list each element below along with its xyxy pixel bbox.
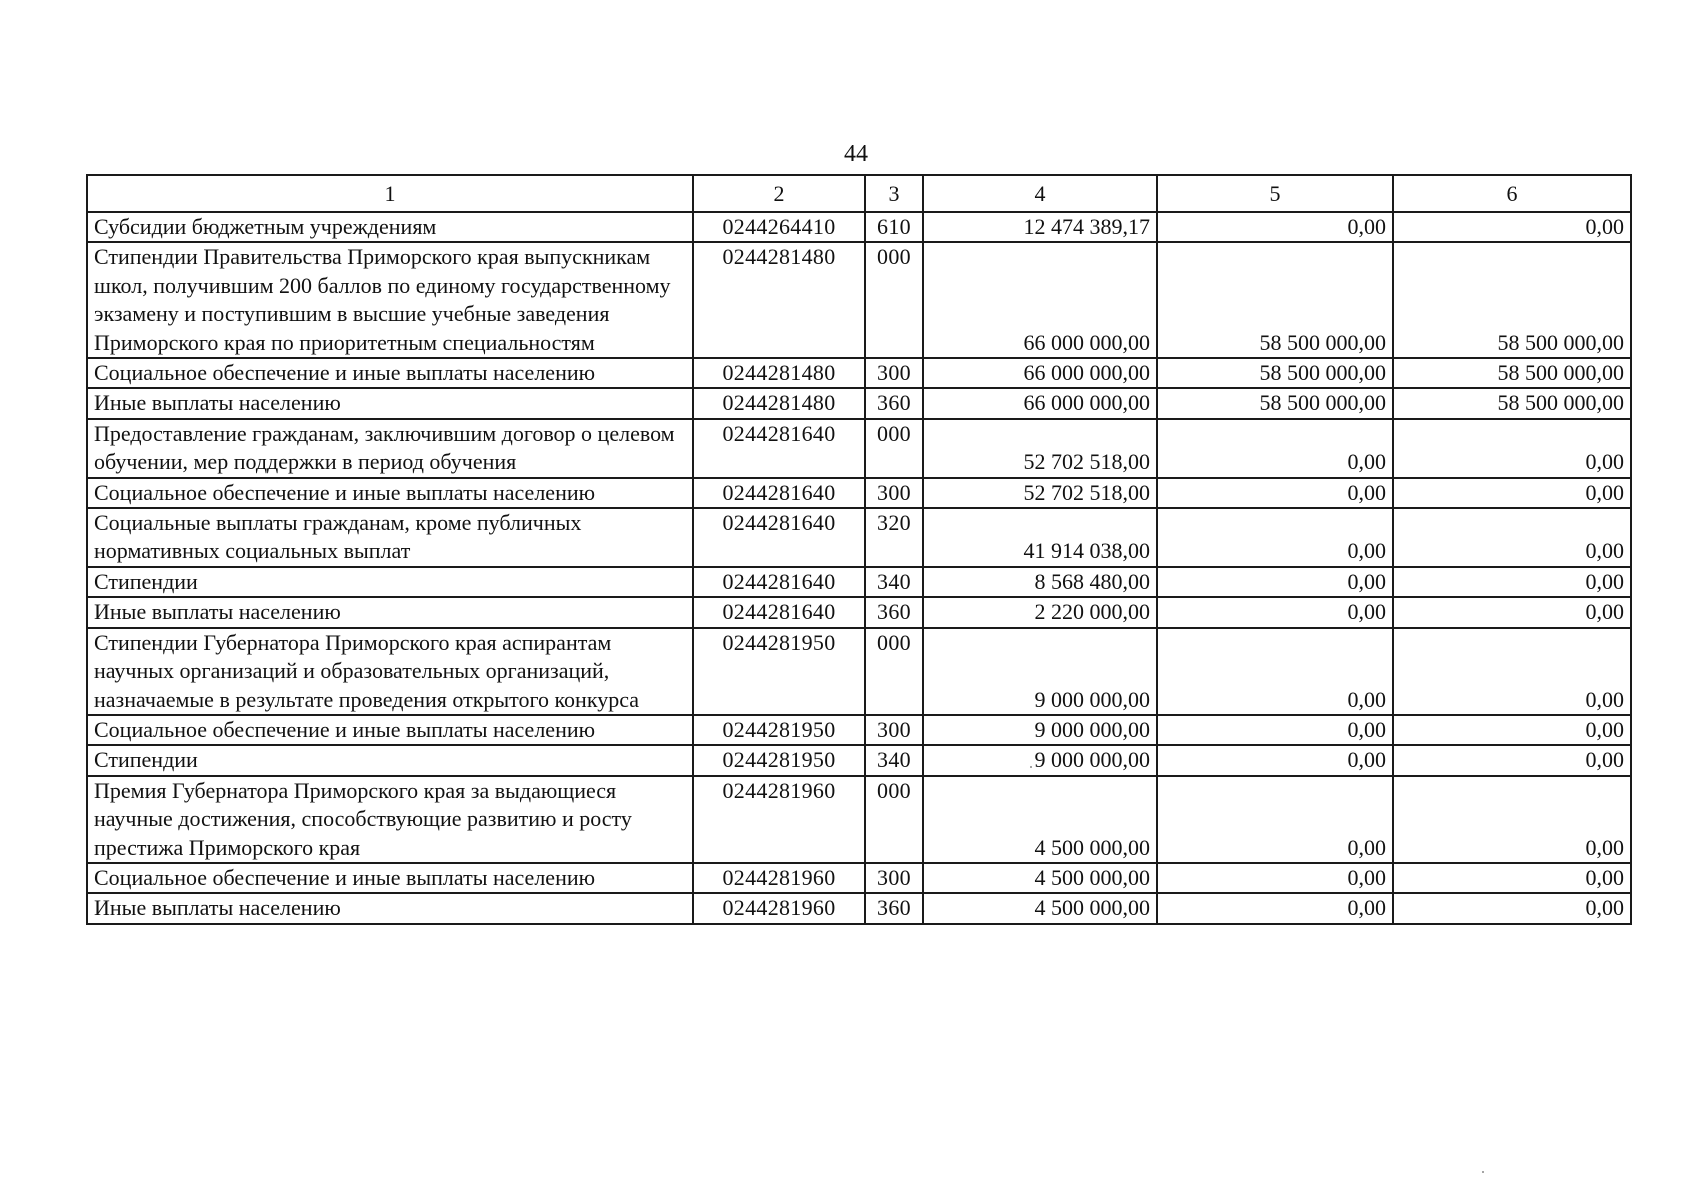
row-value-col6: 0,00: [1393, 567, 1631, 597]
column-header: 6: [1393, 175, 1631, 212]
row-kind: 300: [865, 715, 923, 745]
table-row: [87, 597, 1631, 627]
row-code: 0244281640: [693, 508, 865, 567]
row-name: Иные выплаты населению: [87, 388, 693, 418]
table-row: [87, 863, 1631, 893]
row-value-col5: 0,00: [1157, 508, 1393, 567]
row-value-col6: 0,00: [1393, 776, 1631, 863]
row-value-col6: 0,00: [1393, 863, 1631, 893]
row-name: Стипендии: [87, 745, 693, 775]
header-row: [87, 175, 1631, 212]
row-kind: 340: [865, 745, 923, 775]
table-row: [87, 628, 1631, 715]
table-row: [87, 745, 1631, 775]
row-name: Субсидии бюджетным учреждениям: [87, 212, 693, 242]
row-value-col5: 0,00: [1157, 893, 1393, 923]
row-value-col4: 9 000 000,00: [923, 715, 1157, 745]
row-value-col6: 58 500 000,00: [1393, 242, 1631, 358]
row-value-col6: 0,00: [1393, 745, 1631, 775]
row-kind: 360: [865, 597, 923, 627]
scan-speck: [1482, 1171, 1484, 1173]
row-value-col5: 0,00: [1157, 715, 1393, 745]
table-row: [87, 212, 1631, 242]
column-header: 4: [923, 175, 1157, 212]
row-value-col5: 58 500 000,00: [1157, 358, 1393, 388]
row-name: Социальные выплаты гражданам, кроме публичных нормативных социальных выплат: [87, 508, 693, 567]
budget-table: [86, 174, 1632, 925]
row-value-col4: 66 000 000,00: [923, 242, 1157, 358]
row-value-col5: 0,00: [1157, 863, 1393, 893]
column-header: 1: [87, 175, 693, 212]
row-name: Стипендии Губернатора Приморского края аспирантам научных организаций и образовательных организаций, назначаемые в результате проведения открытого конкурса: [87, 628, 693, 715]
row-value-col6: 0,00: [1393, 597, 1631, 627]
row-code: 0244281480: [693, 388, 865, 418]
row-code: 0244281640: [693, 419, 865, 478]
row-value-col4: 12 474 389,17: [923, 212, 1157, 242]
row-value-col5: 0,00: [1157, 419, 1393, 478]
table-row: [87, 358, 1631, 388]
row-value-col5: 58 500 000,00: [1157, 242, 1393, 358]
row-value-col5: 58 500 000,00: [1157, 388, 1393, 418]
row-value-col4: 2 220 000,00: [923, 597, 1157, 627]
row-name: Социальное обеспечение и иные выплаты населению: [87, 358, 693, 388]
column-header: 3: [865, 175, 923, 212]
row-value-col5: 0,00: [1157, 597, 1393, 627]
row-code: 0244281960: [693, 776, 865, 863]
row-value-col6: 0,00: [1393, 893, 1631, 923]
row-code: 0244281640: [693, 597, 865, 627]
row-value-col6: 58 500 000,00: [1393, 358, 1631, 388]
table-row: [87, 508, 1631, 567]
row-kind: 610: [865, 212, 923, 242]
row-name: Иные выплаты населению: [87, 893, 693, 923]
row-kind: 340: [865, 567, 923, 597]
row-kind: 000: [865, 419, 923, 478]
row-value-col4: 9 000 000,00: [923, 628, 1157, 715]
row-value-col4: 8 568 480,00: [923, 567, 1157, 597]
row-code: 0244281480: [693, 358, 865, 388]
row-kind: 000: [865, 628, 923, 715]
row-value-col5: 0,00: [1157, 745, 1393, 775]
row-code: 0244281950: [693, 745, 865, 775]
row-name: Социальное обеспечение и иные выплаты населению: [87, 478, 693, 508]
table-row: [87, 776, 1631, 863]
row-name: Стипендии Правительства Приморского края выпускникам школ, получившим 200 баллов по единому государственному экзамену и поступившим в высшие учебные заведения Приморского края по приоритетным специальностям: [87, 242, 693, 358]
row-kind: 300: [865, 478, 923, 508]
table-row: [87, 715, 1631, 745]
row-value-col6: 0,00: [1393, 508, 1631, 567]
row-value-col5: 0,00: [1157, 776, 1393, 863]
row-value-col4: 66 000 000,00: [923, 388, 1157, 418]
row-value-col5: 0,00: [1157, 628, 1393, 715]
row-code: 0244281640: [693, 478, 865, 508]
row-code: 0244281480: [693, 242, 865, 358]
row-value-col5: 0,00: [1157, 478, 1393, 508]
row-code: 0244281950: [693, 628, 865, 715]
row-value-col6: 0,00: [1393, 419, 1631, 478]
table-row: [87, 419, 1631, 478]
row-kind: 360: [865, 893, 923, 923]
row-value-col5: 0,00: [1157, 567, 1393, 597]
scan-speck: [1030, 766, 1032, 768]
table-row: [87, 567, 1631, 597]
row-name: Премия Губернатора Приморского края за выдающиеся научные достижения, способствующие развитию и росту престижа Приморского края: [87, 776, 693, 863]
page-number: 44: [844, 141, 868, 167]
row-kind: 320: [865, 508, 923, 567]
row-name: Предоставление гражданам, заключившим договор о целевом обучении, мер поддержки в период обучения: [87, 419, 693, 478]
row-value-col6: 0,00: [1393, 478, 1631, 508]
row-value-col4: 52 702 518,00: [923, 419, 1157, 478]
table-body: [87, 212, 1631, 924]
row-value-col4: 4 500 000,00: [923, 893, 1157, 923]
row-name: Иные выплаты населению: [87, 597, 693, 627]
row-value-col5: 0,00: [1157, 212, 1393, 242]
row-code: 0244281960: [693, 893, 865, 923]
table-header: [87, 175, 1631, 212]
row-value-col6: 0,00: [1393, 212, 1631, 242]
row-code: 0244281950: [693, 715, 865, 745]
row-value-col6: 0,00: [1393, 628, 1631, 715]
row-kind: 000: [865, 242, 923, 358]
table-row: [87, 242, 1631, 358]
table-row: [87, 388, 1631, 418]
row-value-col4: 66 000 000,00: [923, 358, 1157, 388]
row-code: 0244264410: [693, 212, 865, 242]
row-value-col4: 9 000 000,00: [923, 745, 1157, 775]
row-value-col6: 0,00: [1393, 715, 1631, 745]
row-code: 0244281960: [693, 863, 865, 893]
row-value-col4: 41 914 038,00: [923, 508, 1157, 567]
row-name: Стипендии: [87, 567, 693, 597]
row-name: Социальное обеспечение и иные выплаты населению: [87, 863, 693, 893]
row-kind: 300: [865, 863, 923, 893]
row-value-col4: 52 702 518,00: [923, 478, 1157, 508]
table-row: [87, 893, 1631, 923]
column-header: 2: [693, 175, 865, 212]
table-row: [87, 478, 1631, 508]
row-kind: 360: [865, 388, 923, 418]
row-kind: 000: [865, 776, 923, 863]
row-value-col4: 4 500 000,00: [923, 776, 1157, 863]
row-kind: 300: [865, 358, 923, 388]
row-value-col4: 4 500 000,00: [923, 863, 1157, 893]
row-code: 0244281640: [693, 567, 865, 597]
row-name: Социальное обеспечение и иные выплаты населению: [87, 715, 693, 745]
row-value-col6: 58 500 000,00: [1393, 388, 1631, 418]
column-header: 5: [1157, 175, 1393, 212]
